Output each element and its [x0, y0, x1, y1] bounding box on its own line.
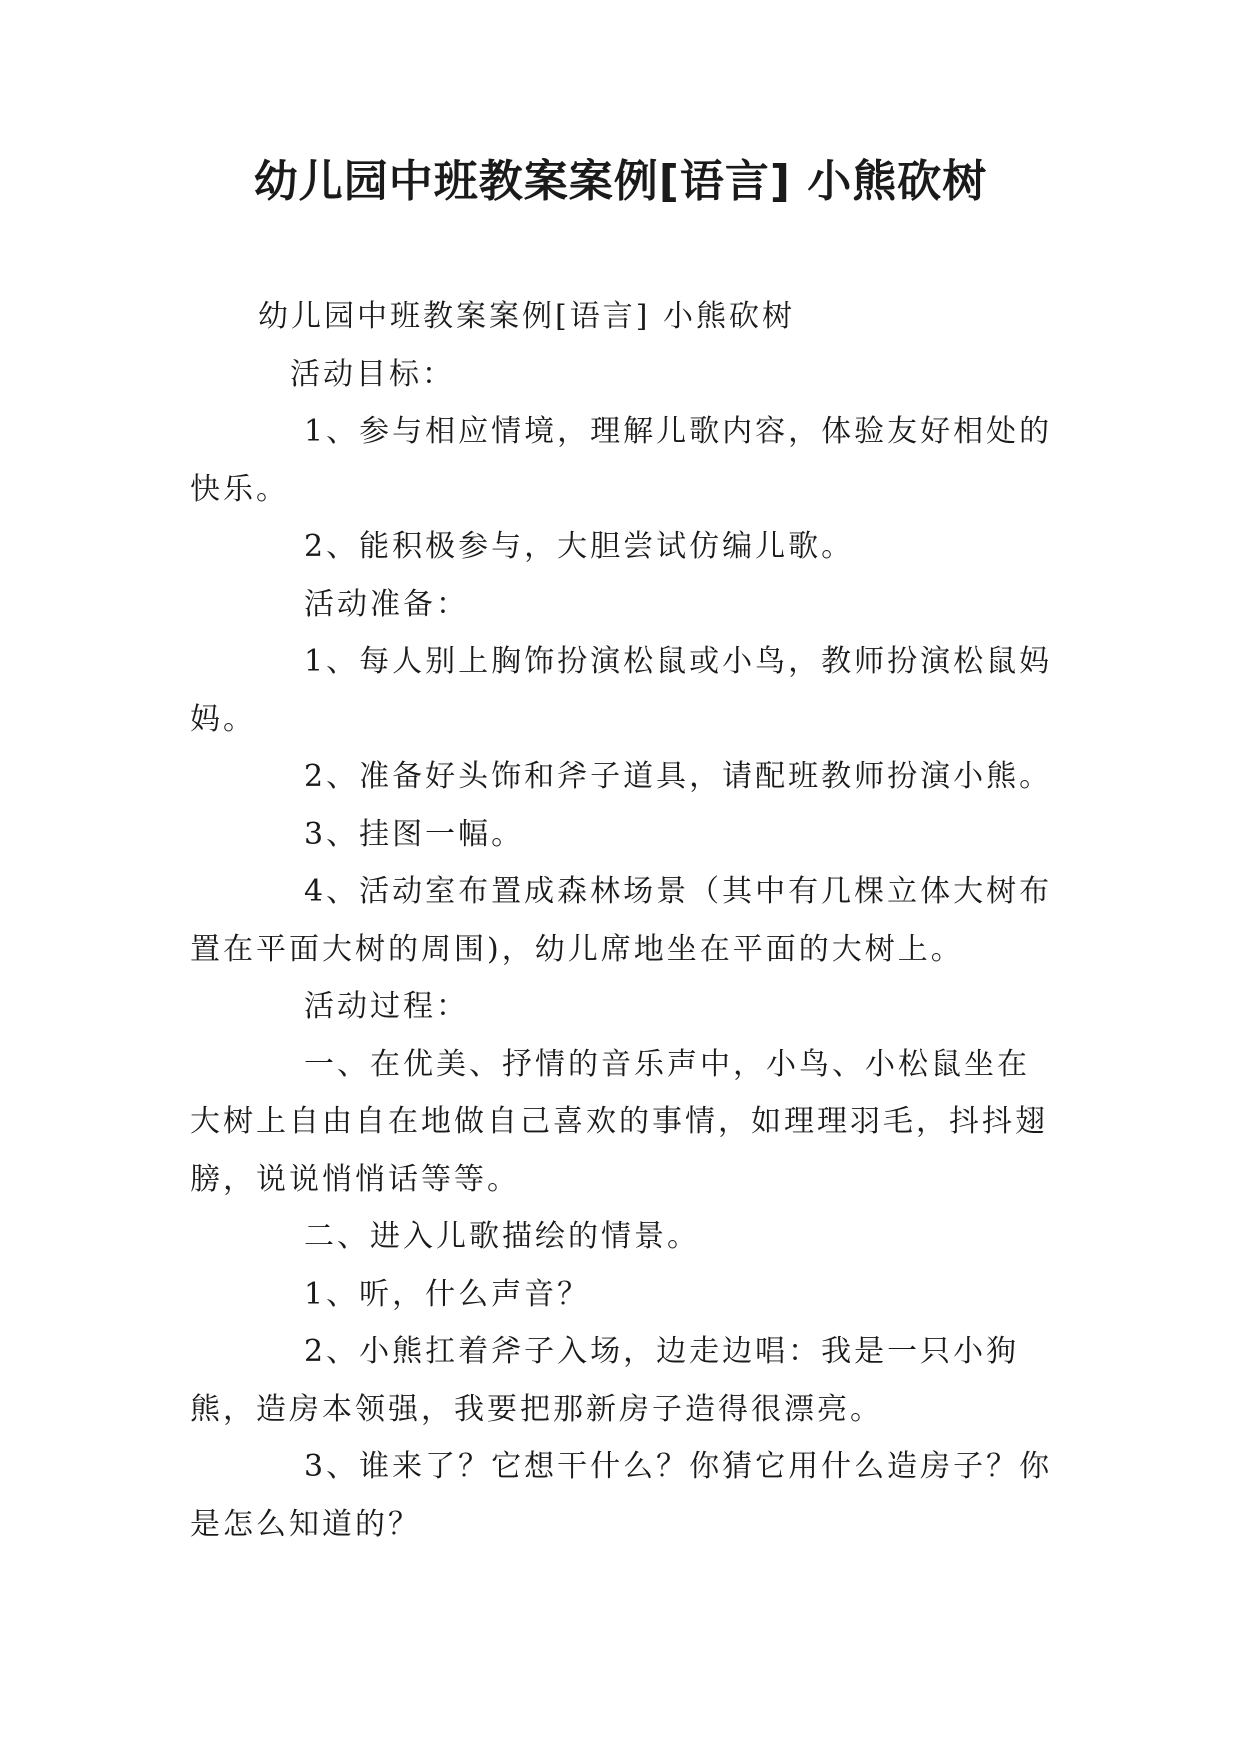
paragraph-prep-2: 2、准备好头饰和斧子道具，请配班教师扮演小熊。 [304, 759, 1053, 794]
paragraph-subtitle: 幼儿园中班教案案例[语言] 小熊砍树 [258, 299, 795, 334]
paragraph-prep-3: 3、挂图一幅。 [304, 816, 525, 852]
paragraph-heading-preparation: 活动准备： [304, 586, 469, 622]
paragraph-process-2-3: 3、谁来了？它想干什么？你猜它用什么造房子？你是怎么知道的？ [190, 1449, 1053, 1542]
paragraph-process-2-1: 1、听，什么声音？ [304, 1276, 591, 1312]
paragraph-heading-process: 活动过程： [304, 989, 469, 1024]
paragraph-process-2: 二、进入儿歌描绘的情景。 [304, 1219, 700, 1254]
document-title: 幼儿园中班教案案例[语言] 小熊砍树 [253, 156, 988, 207]
paragraph-process-2-2: 2、小熊扛着斧子入场，边走边唱：我是一只小狗熊，造房本领强，我要把那新房子造得很漂亮。 [190, 1334, 1020, 1427]
paragraph-goal-2: 2、能积极参与，大胆尝试仿编儿歌。 [304, 529, 855, 564]
paragraph-heading-goals: 活动目标： [290, 356, 455, 392]
document-body [190, 288, 1060, 1553]
paragraph-goal-1: 1、参与相应情境，理解儿歌内容，体验友好相处的快乐。 [190, 414, 1053, 507]
paragraph-prep-1: 1、每人别上胸饰扮演松鼠或小鸟，教师扮演松鼠妈妈。 [190, 644, 1053, 737]
paragraph-prep-4: 4、活动室布置成森林场景（其中有几棵立体大树布置在平面大树的周围)，幼儿席地坐在平面的大树上。 [190, 874, 1053, 967]
paragraph-process-1: 一、在优美、抒情的音乐声中，小鸟、小松鼠坐在大树上自由自在地做自己喜欢的事情，如理理羽毛，抖抖翅膀，说说悄悄话等等。 [190, 1046, 1048, 1197]
